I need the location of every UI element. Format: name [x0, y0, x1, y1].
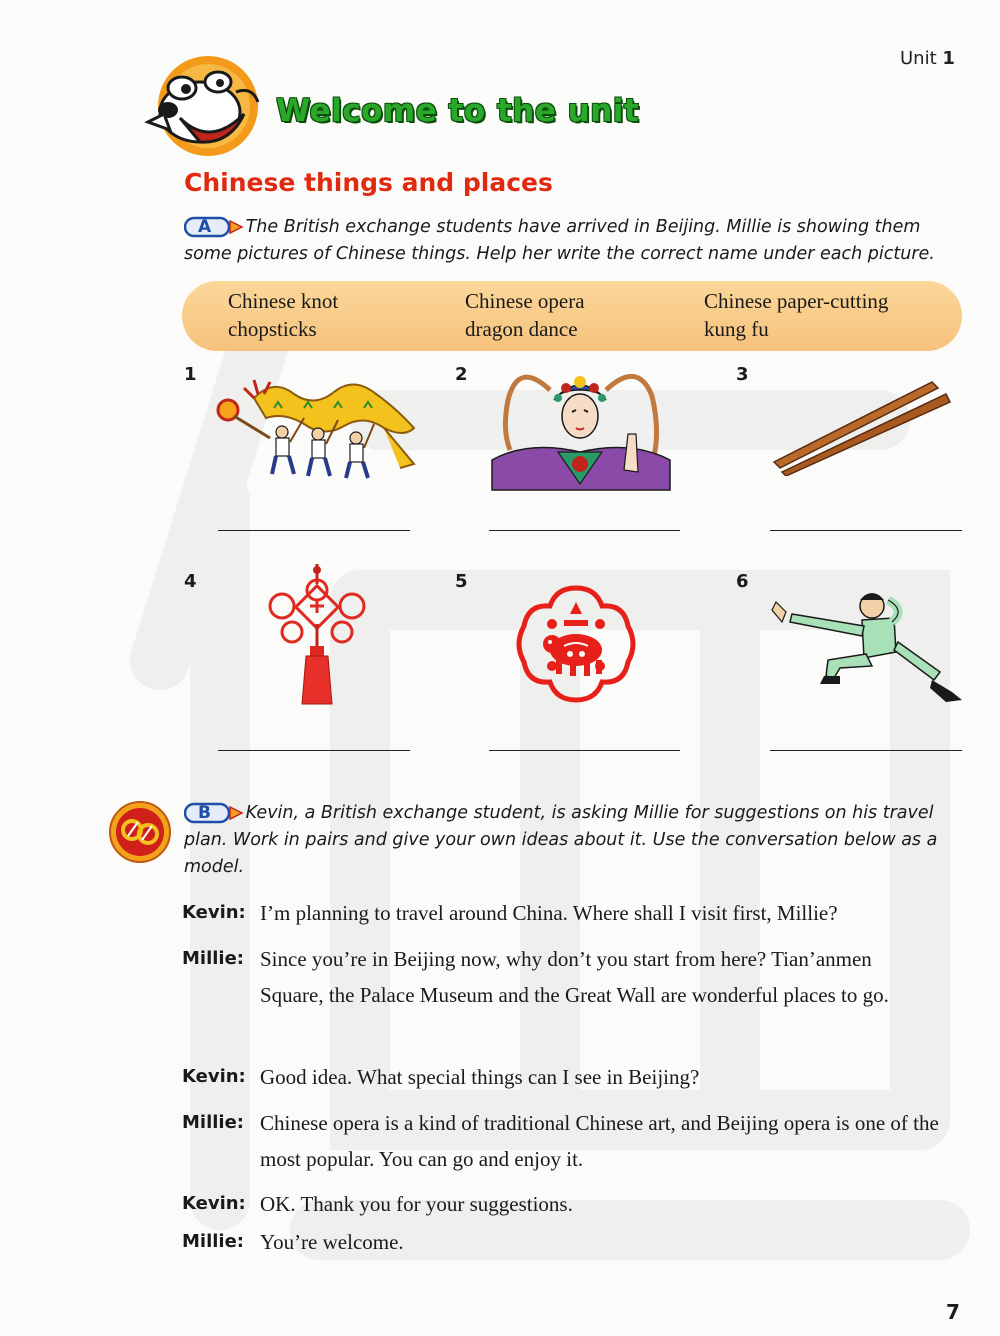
part-b-instruction-text: Kevin, a British exchange student, is asking Millie for suggestions on his travel plan. Work in pairs and give your own ideas about it. Use the conversation below as a model.: [184, 803, 938, 877]
answer-blank-4[interactable]: [218, 750, 410, 751]
word-chopsticks: chopsticks: [228, 317, 317, 341]
word-chinese-knot: Chinese knot: [228, 289, 339, 313]
speaker-name: Millie:: [182, 1231, 244, 1252]
word-bank-column-2: [465, 287, 585, 343]
unit-label: [900, 48, 955, 69]
dialogue-line: [182, 1224, 972, 1260]
word-bank: [182, 281, 962, 351]
section-title: Chinese things and places: [184, 168, 553, 197]
chinese-knot-icon: [262, 562, 372, 712]
kung-fu-icon: [768, 580, 968, 710]
dialogue-text: You’re welcome.: [260, 1230, 404, 1254]
word-bank-column-3: [704, 287, 888, 343]
word-bank-column-1: [228, 287, 338, 343]
mascot-dog-icon: [140, 52, 270, 160]
dialogue-line: [182, 1186, 972, 1222]
part-a-badge-letter: A: [198, 217, 212, 237]
picture-number-2: 2: [455, 364, 468, 385]
page-title: Welcome to the unit: [276, 93, 640, 129]
word-dragon-dance: dragon dance: [465, 317, 578, 341]
answer-blank-6[interactable]: [770, 750, 962, 751]
dialogue-line: [182, 895, 972, 931]
speaker-name: Millie:: [182, 948, 244, 969]
part-b-badge: [184, 802, 240, 824]
part-b-instruction: [184, 800, 944, 881]
speaker-name: Kevin:: [182, 1193, 246, 1214]
dialogue-text: Good idea. What special things can I see in Beijing?: [260, 1065, 700, 1089]
word-kung-fu: kung fu: [704, 317, 769, 341]
part-a-badge: [184, 216, 240, 238]
part-a-instruction: [184, 214, 964, 268]
answer-blank-1[interactable]: [218, 530, 410, 531]
pair-work-icon: [108, 800, 172, 864]
unit-label-text: Unit: [900, 48, 937, 69]
picture-number-3: 3: [736, 364, 749, 385]
chopsticks-icon: [770, 376, 955, 476]
dialogue-text: Since you’re in Beijing now, why don’t you start from here? Tian’anmen Square, the Palace Museum and the Great Wall are wonderful places to go.: [260, 947, 889, 1007]
unit-number: 1: [942, 48, 955, 69]
answer-blank-3[interactable]: [770, 530, 962, 531]
picture-number-5: 5: [455, 571, 468, 592]
speaker-name: Millie:: [182, 1112, 244, 1133]
dialogue-text: Chinese opera is a kind of traditional Chinese art, and Beijing opera is one of the most popular. You can go and enjoy it.: [260, 1111, 939, 1171]
word-chinese-opera: Chinese opera: [465, 289, 585, 313]
answer-blank-5[interactable]: [489, 750, 680, 751]
picture-number-4: 4: [184, 571, 197, 592]
dragon-dance-icon: [214, 368, 424, 483]
word-chinese-paper-cutting: Chinese paper-cutting: [704, 289, 889, 313]
paper-cutting-icon: [512, 584, 640, 704]
dialogue-text: I’m planning to travel around China. Where shall I visit first, Millie?: [260, 901, 838, 925]
page-number: 7: [946, 1300, 960, 1324]
picture-number-1: 1: [184, 364, 197, 385]
dialogue-line: [182, 1105, 972, 1177]
part-a-instruction-text: The British exchange students have arrived in Beijing. Millie is showing them some pictures of Chinese things. Help her write the correct name under each picture.: [184, 217, 935, 264]
speaker-name: Kevin:: [182, 902, 246, 923]
chinese-opera-icon: [492, 376, 670, 490]
part-b-badge-letter: B: [198, 803, 211, 823]
dialogue-text: OK. Thank you for your suggestions.: [260, 1192, 573, 1216]
dialogue-line: [182, 1059, 972, 1095]
answer-blank-2[interactable]: [489, 530, 680, 531]
dialogue-line: [182, 941, 972, 1049]
speaker-name: Kevin:: [182, 1066, 246, 1087]
picture-number-6: 6: [736, 571, 749, 592]
